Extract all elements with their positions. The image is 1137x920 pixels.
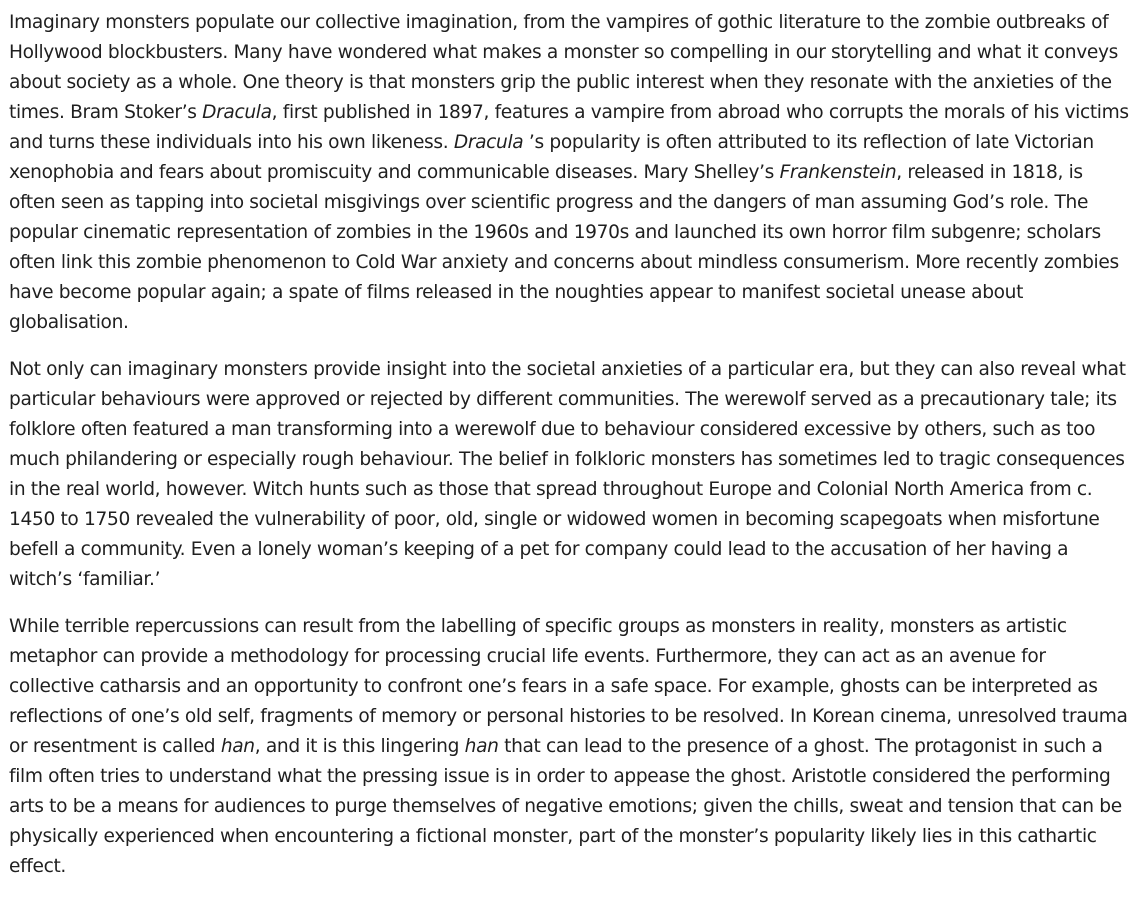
paragraph-2: [9, 355, 1133, 595]
article-body: [9, 8, 1133, 882]
book-title-frankenstein: Frankenstein: [779, 162, 897, 183]
paragraph-1-text: , first published in 1897, features a vampire from abroad who corrupts the morals of his victims and turns these individuals into his own likeness.: [9, 102, 1129, 153]
paragraph-1-text: Imaginary monsters populate our collective imagination, from the vampires of gothic literature to the zombie outbreaks of Hollywood blockbusters. Many have wondered what makes a monster so compelling in our storytelling and what it conveys about society as a whole. One theory is that monsters grip the public interest when they resonate with the anxieties of the times. Bram Stoker’s: [9, 12, 1118, 123]
paragraph-3-text: that can lead to the presence of a ghost. The protagonist in such a film often tries to understand what the pressing issue is in order to appease the ghost. Aristotle considered the performing arts to be a means for audiences to purge themselves of negative emotions; given the chills, sweat and tension that can be physically experienced when encountering a fictional monster, part of the monster’s popularity likely lies in this cathartic effect.: [9, 736, 1122, 877]
paragraph-1-text: , released in 1818, is often seen as tapping into societal misgivings over scientific progress and the dangers of man assuming God’s role. The popular cinematic representation of zombies in the 1960s and 1970s and launched its own horror film subgenre; scholars often link this zombie phenomenon to Cold War anxiety and concerns about mindless consumerism. More recently zombies have become popular again; a spate of films released in the noughties appear to manifest societal unease about globalisation.: [9, 162, 1119, 333]
paragraph-2-text: Not only can imaginary monsters provide insight into the societal anxieties of a particular era, but they can also reveal what particular behaviours were approved or rejected by different communities. The werewolf served as a precautionary tale; its folklore often featured a man transforming into a werewolf due to behaviour considered excessive by others, such as too much philandering or especially rough behaviour. The belief in folkloric monsters has sometimes led to tragic consequences in the real world, however. Witch hunts such as those that spread throughout Europe and Colonial North America from c. 1450 to 1750 revealed the vulnerability of poor, old, single or widowed women in becoming scapegoats when misfortune befell a community. Even a lonely woman’s keeping of a pet for company could lead to the accusation of her having a witch’s ‘familiar.’: [9, 359, 1126, 590]
paragraph-3-text: While terrible repercussions can result from the labelling of specific groups as monsters in reality, monsters as artistic metaphor can provide a methodology for processing crucial life events. Furthermore, they can act as an avenue for collective catharsis and an opportunity to confront one’s fears in a safe space. For example, ghosts can be interpreted as reflections of one’s old self, fragments of memory or personal histories to be resolved. In Korean cinema, unresolved trauma or resentment is called: [9, 616, 1128, 757]
paragraph-1-text: ’s popularity is often attributed to its reflection of late Victorian xenophobia and fears about promiscuity and communicable diseases. Mary Shelley’s: [9, 132, 1094, 183]
paragraph-1: [9, 8, 1133, 338]
term-han: han: [464, 736, 499, 757]
term-han: han: [220, 736, 255, 757]
paragraph-3: [9, 612, 1133, 882]
book-title-dracula: Dracula: [453, 132, 524, 153]
book-title-dracula: Dracula: [202, 102, 272, 123]
paragraph-3-text: , and it is this lingering: [254, 736, 465, 757]
